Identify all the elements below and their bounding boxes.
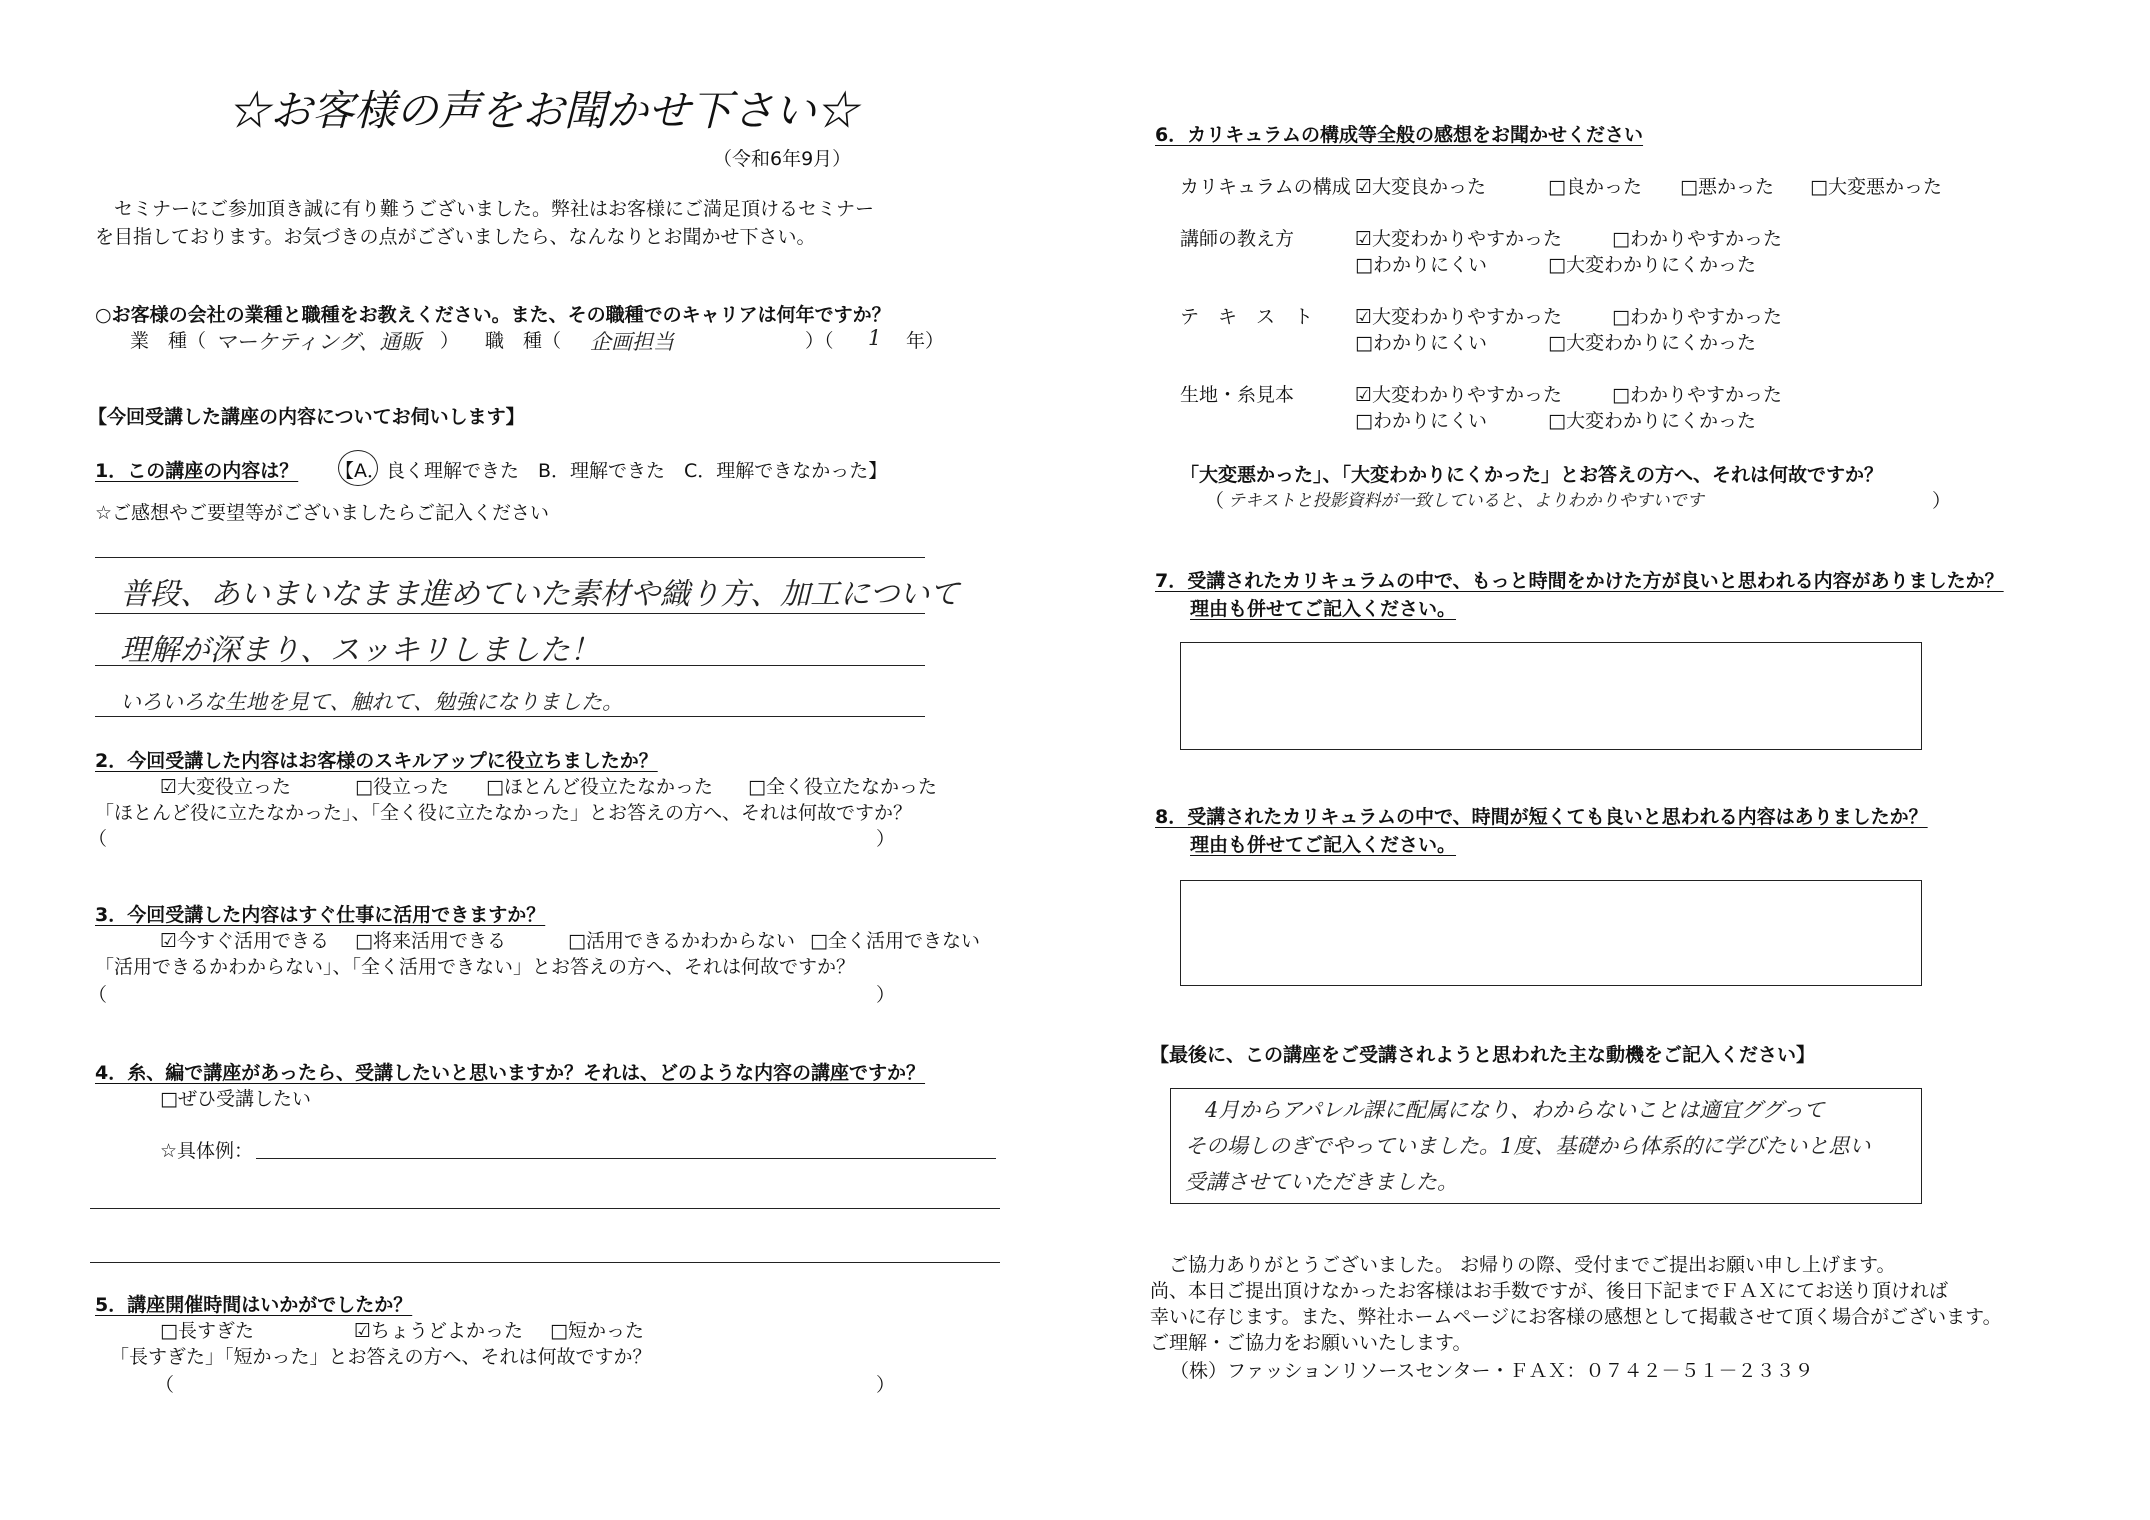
q3-followup: 「活用できるかわからない」、「全く活用できない」とお答えの方へ、それは何故ですか？ xyxy=(95,956,856,978)
q6-row-2-option-2[interactable]: □わかりやすかった xyxy=(1612,228,1782,250)
q6-row-1-option-4[interactable]: □大変悪かった xyxy=(1810,176,1942,198)
years-value[interactable]: 1 xyxy=(868,326,882,350)
q2-paren-close: ） xyxy=(876,828,896,850)
q6-row-4-option-2[interactable]: □わかりやすかった xyxy=(1612,384,1782,406)
q3-paren-open: （ xyxy=(88,984,108,1006)
closing-line-1: ご協力ありがとうございました。 お帰りの際、受付までご提出お願い申し上げます。 xyxy=(1150,1254,1896,1276)
q4-rule-1 xyxy=(256,1158,996,1159)
q2-option-1[interactable]: ☑大変役立った xyxy=(160,776,292,798)
q1-answer-line-1[interactable]: 普段、あいまいなまま進めていた素材や織り方、加工について xyxy=(120,577,960,612)
intro-line-2: を目指しております。お気づきの点がございましたら、なんなりとお聞かせ下さい。 xyxy=(95,226,816,248)
q3-option-3[interactable]: □活用できるかわからない xyxy=(568,930,795,952)
q6-row-2-option-4[interactable]: □大変わかりにくかった xyxy=(1548,254,1756,276)
q4-rule-2 xyxy=(90,1208,1000,1209)
q6-row-3-option-2[interactable]: □わかりやすかった xyxy=(1612,306,1782,328)
job-close: ）（ xyxy=(805,330,834,352)
q2-option-2[interactable]: □役立った xyxy=(355,776,449,798)
q1-rule-3 xyxy=(95,665,925,666)
q1-rule-4 xyxy=(95,716,925,717)
q6-row-3-option-3[interactable]: □わかりにくい xyxy=(1355,332,1487,354)
q6-row-4-option-3[interactable]: □わかりにくい xyxy=(1355,410,1487,432)
q3-option-2[interactable]: □将来活用できる xyxy=(355,930,506,952)
section-header: 【今回受講した講座の内容についてお伺いします】 xyxy=(88,406,525,428)
q6-row-1-option-1[interactable]: ☑大変良かった xyxy=(1355,176,1487,198)
q4-example-label: ☆具体例： xyxy=(160,1140,254,1162)
q5-paren-close: ） xyxy=(876,1374,896,1396)
q1-rule-2 xyxy=(95,613,925,614)
q3-label: 3．今回受講した内容はすぐ仕事に活用できますか？ xyxy=(95,904,546,926)
industry-label: 業 種（ xyxy=(130,330,207,352)
q3-option-4[interactable]: □全く活用できない xyxy=(810,930,980,952)
q5-option-3[interactable]: □短かった xyxy=(550,1320,644,1342)
q6-row-2-option-1[interactable]: ☑大変わかりやすかった xyxy=(1355,228,1563,250)
q6-row-3-option-1[interactable]: ☑大変わかりやすかった xyxy=(1355,306,1563,328)
job-label: 職 種（ xyxy=(485,330,562,352)
motive-answer-line-3: 受講させていただきました。 xyxy=(1185,1170,1458,1194)
q4-rule-3 xyxy=(90,1262,1000,1263)
q8-label: 8．受講されたカリキュラムの中で、時間が短くても良いと思われる内容はありましたか？ xyxy=(1155,806,1928,828)
q5-option-1[interactable]: □長すぎた xyxy=(160,1320,254,1342)
motive-answer-line-2: その場しのぎでやっていました。1度、基礎から体系的に学びたいと思い xyxy=(1185,1134,1871,1158)
q6-answer[interactable]: テキストと投影資料が一致していると、よりわかりやすいです xyxy=(1228,491,1704,511)
q1-rule-1 xyxy=(95,557,925,558)
q5-option-2[interactable]: ☑ちょうどよかった xyxy=(354,1320,524,1342)
q6-row-4-option-1[interactable]: ☑大変わかりやすかった xyxy=(1355,384,1563,406)
q7-answer-box[interactable] xyxy=(1180,642,1922,750)
page-title: ☆お客様の声をお聞かせ下さい☆ xyxy=(228,86,859,135)
q1-comment-prompt: ☆ご感想やご要望等がございましたらご記入ください xyxy=(95,502,550,524)
q8-answer-box[interactable] xyxy=(1180,880,1922,986)
q2-label: 2．今回受講した内容はお客様のスキルアップに役立ちましたか？ xyxy=(95,750,658,772)
q8-sub: 理由も併せてご記入ください。 xyxy=(1190,834,1457,856)
q6-row-1-option-2[interactable]: □良かった xyxy=(1548,176,1642,198)
q6-row-4-option-4[interactable]: □大変わかりにくかった xyxy=(1548,410,1756,432)
job-value[interactable]: 企画担当 xyxy=(590,330,674,354)
closing-line-2: 尚、本日ご提出頂けなかったお客様はお手数ですが、後日下記までＦＡＸにてお送り頂ければ xyxy=(1150,1280,1949,1302)
closing-line-4: ご理解・ご協力をお願いいたします。 xyxy=(1150,1332,1472,1354)
q1-circle-mark xyxy=(338,450,378,486)
intro-line-1: セミナーにご参加頂き誠に有り難うございました。弊社はお客様にご満足頂けるセミナー xyxy=(95,198,875,220)
motive-answer-line-1: 4月からアパレル課に配属になり、わからないことは適宜ググって xyxy=(1205,1098,1825,1122)
q2-paren-open: （ xyxy=(88,828,108,850)
q4-label: 4．糸、編で講座があったら、受講したいと思いますか？それは、どのような内容の講座ですか？ xyxy=(95,1062,926,1084)
motive-label: 【最後に、この講座をご受講されようと思われた主な動機をご記入ください】 xyxy=(1150,1044,1816,1066)
q6-paren-open: （ xyxy=(1205,490,1225,512)
q4-option[interactable]: □ぜひ受講したい xyxy=(160,1088,311,1110)
closing-line-3: 幸いに存じます。また、弊社ホームページにお客様の感想として掲載させて頂く場合がございます。 xyxy=(1150,1306,2002,1328)
q6-row-4-label: 生地・糸見本 xyxy=(1180,384,1295,406)
q6-row-3-option-4[interactable]: □大変わかりにくかった xyxy=(1548,332,1756,354)
q5-label: 5．講座開催時間はいかがでしたか？ xyxy=(95,1294,413,1316)
survey-date: （令和6年9月） xyxy=(713,148,852,170)
q7-label: 7．受講されたカリキュラムの中で、もっと時間をかけた方が良いと思われる内容がありましたか？ xyxy=(1155,570,2004,592)
q6-followup: 「大変悪かった」、「大変わかりにくかった」とお答えの方へ、それは何故ですか？ xyxy=(1180,464,1884,486)
q5-paren-open: （ xyxy=(155,1374,175,1396)
q1-answer-line-2[interactable]: 理解が深まり、スッキリしました！ xyxy=(120,633,600,668)
q6-label: 6．カリキュラムの構成等全般の感想をお聞かせください xyxy=(1155,124,1644,146)
q6-row-2-label: 講師の教え方 xyxy=(1180,228,1295,250)
company-fax: （株）ファッションリソースセンター・ＦＡＸ：０７４２－５１－２３３９ xyxy=(1170,1360,1814,1382)
q6-row-2-option-3[interactable]: □わかりにくい xyxy=(1355,254,1487,276)
q2-followup: 「ほとんど役に立たなかった」、「全く役に立たなかった」とお答えの方へ、それは何故ですか？ xyxy=(95,802,913,824)
q6-row-1-label: カリキュラムの構成 xyxy=(1180,176,1351,198)
q1-answer-line-3[interactable]: いろいろな生地を見て、触れて、勉強になりました。 xyxy=(120,690,624,714)
q1-options[interactable]: 【A．良く理解できた B．理解できた C．理解できなかった】 xyxy=(335,460,888,482)
q1-label: 1．この講座の内容は？ xyxy=(95,460,299,482)
q5-followup: 「長すぎた」「短かった」とお答えの方へ、それは何故ですか？ xyxy=(110,1346,652,1368)
q3-option-1[interactable]: ☑今すぐ活用できる xyxy=(160,930,330,952)
career-question: ○お客様の会社の業種と職種をお教えください。また、その職種でのキャリアは何年ですか？ xyxy=(95,304,891,326)
industry-close: ） xyxy=(440,330,460,352)
q2-option-4[interactable]: □全く役立たなかった xyxy=(748,776,937,798)
years-unit: 年） xyxy=(906,330,945,352)
q6-row-1-option-3[interactable]: □悪かった xyxy=(1680,176,1774,198)
industry-value[interactable]: マーケティング、通販 xyxy=(215,330,422,354)
q2-option-3[interactable]: □ほとんど役立たなかった xyxy=(486,776,713,798)
q3-paren-close: ） xyxy=(876,984,896,1006)
q6-paren-close: ） xyxy=(1932,490,1952,512)
q7-sub: 理由も併せてご記入ください。 xyxy=(1190,598,1457,620)
q6-row-3-label: テ キ ス ト xyxy=(1180,306,1314,328)
